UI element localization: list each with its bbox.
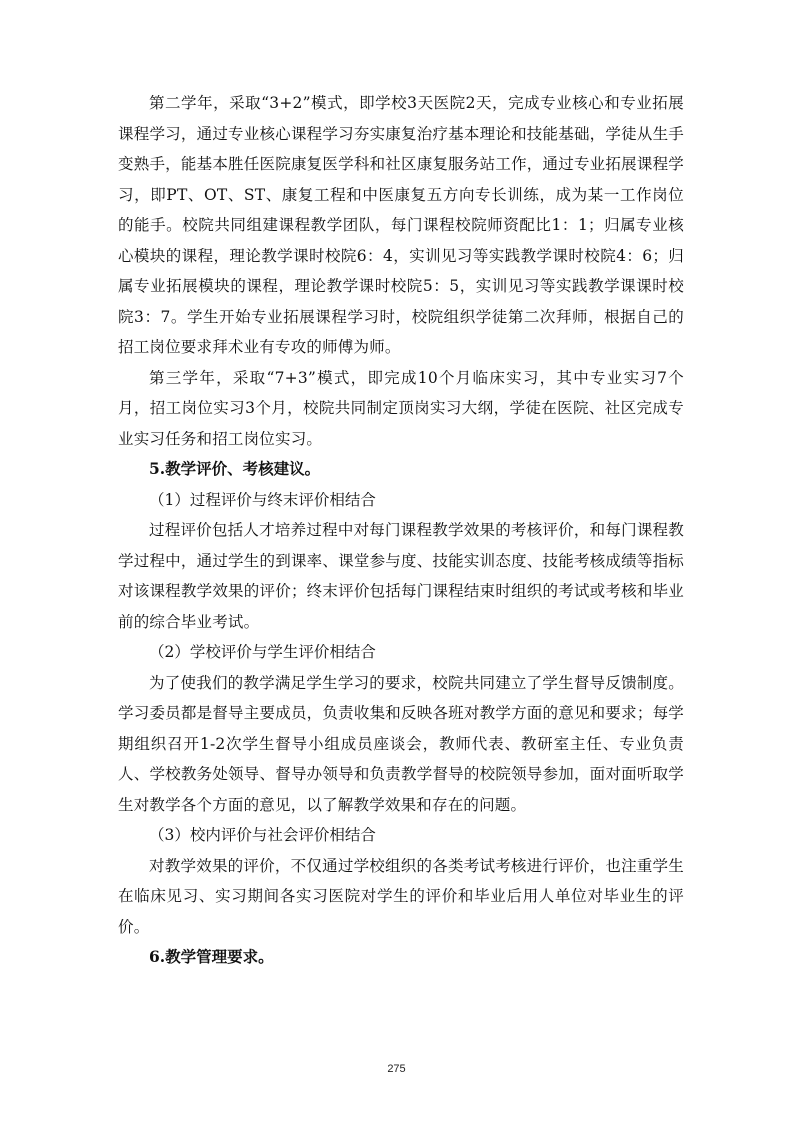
subheading-internal-social-evaluation: （3）校内评价与社会评价相结合 — [149, 826, 376, 844]
paragraph-process-evaluation: 过程评价包括人才培养过程中对每门课程教学效果的考核评价，和每门课程教学过程中，通过学生的到课率、课堂参与度、技能实训态度、技能考核成绩等指标对该课程教学效果的评价；终末评价包括每门课程结束时组织的考试或考核和毕业前的综合毕业考试。 — [118, 521, 684, 631]
section-heading-evaluation: 5.教学评价、考核建议。 — [149, 459, 321, 478]
page-number: 275 — [387, 1063, 406, 1075]
paragraph-social-evaluation: 对教学效果的评价，不仅通过学校组织的各类考试考核进行评价，也注重学生在临床见习、实习期间各实习医院对学生的评价和毕业后用人单位对毕业生的评价。 — [118, 856, 684, 936]
section-heading-management: 6.教学管理要求。 — [149, 947, 274, 966]
paragraph-third-year: 第三学年，采取“7+3”模式，即完成10个月临床实习，其中专业实习7个月，招工岗位实习3个月，校院共同制定顶岗实习大纲，学徒在医院、社区完成专业实习任务和招工岗位实习。 — [118, 368, 684, 448]
document-body — [118, 88, 684, 973]
subheading-process-evaluation: （1）过程评价与终末评价相结合 — [149, 490, 376, 509]
subheading-school-student-evaluation: （2）学校评价与学生评价相结合 — [149, 643, 376, 661]
paragraph-student-supervision: 为了使我们的教学满足学生学习的要求，校院共同建立了学生督导反馈制度。学习委员都是督导主要成员，负责收集和反映各班对教学方面的意见和要求；每学期组织召开1-2次学生督导小组成员座谈会，教师代表、教研室主任、专业负责人、学校教务处领导、督导办领导和负责教学督导的校院领导参加，面对面听取学生对教学各个方面的意见，以了解教学效果和存在的问题。 — [118, 673, 684, 814]
paragraph-second-year: 第二学年，采取“3+2”模式，即学校3天医院2天，完成专业核心和专业拓展课程学习，通过专业核心课程学习夯实康复治疗基本理论和技能基础，学徒从生手变熟手，能基本胜任医院康复医学科和社区康复服务站工作，通过专业拓展课程学习，即PT、OT、ST、康复工程和中医康复五方向专长训练，成为某一工作岗位的能手。校院共同组建课程教学团队，每门课程校院师资配比1：1；归属专业核心模块的课程，理论教学课时校院6：4，实训见习等实践教学课时校院4：6；归属专业拓展模块的课程，理论教学课时校院5：5，实训见习等实践教学课课时校院3：7。学生开始专业拓展课程学习时，校院组织学徒第二次拜师，根据自己的招工岗位要求拜术业有专攻的师傅为师。 — [118, 94, 684, 356]
